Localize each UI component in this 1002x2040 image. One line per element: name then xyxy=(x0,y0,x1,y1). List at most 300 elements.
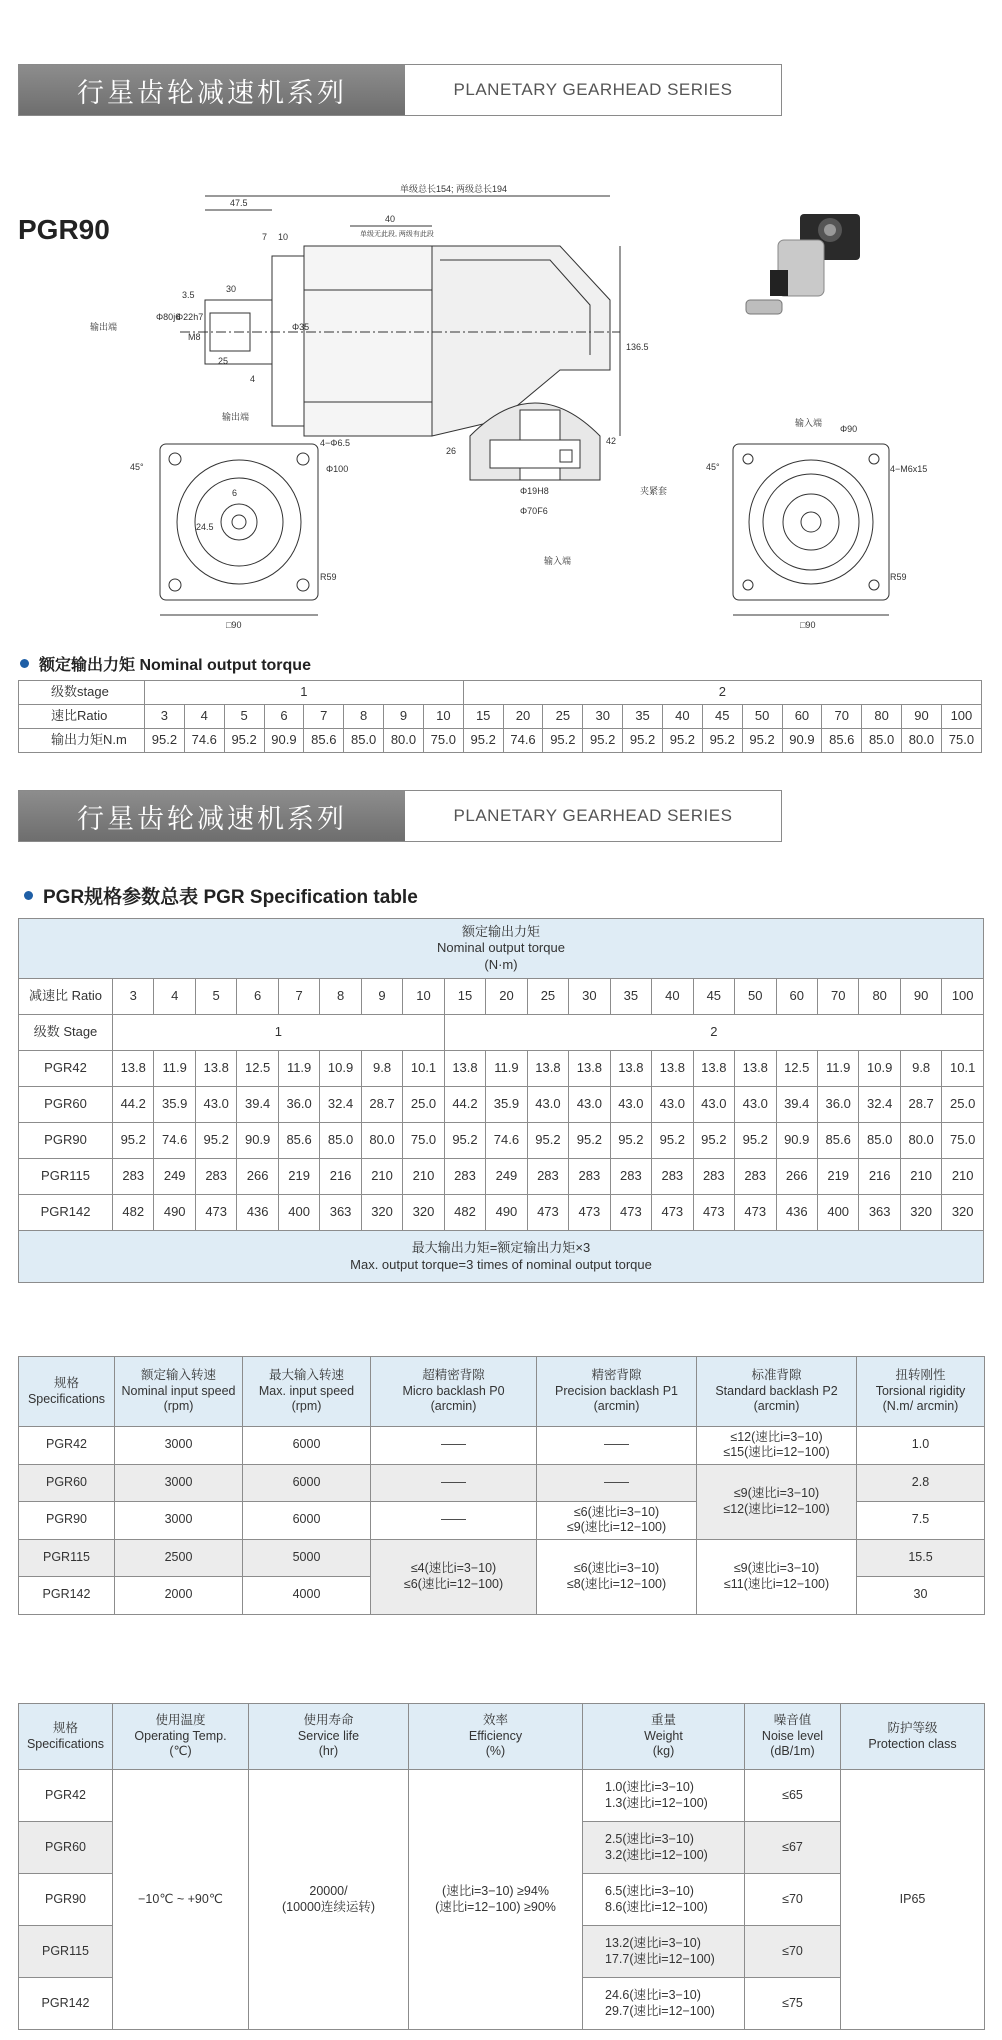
weight-cell xyxy=(583,1770,745,1822)
header-en: Specifications xyxy=(27,1391,106,1406)
header-cn: 规格 xyxy=(53,1375,79,1390)
ratio-cell: 45 xyxy=(702,705,742,729)
value-cell: 210 xyxy=(403,1159,444,1195)
value-cell: 43.0 xyxy=(735,1087,776,1123)
header-en: Standard backlash P2 xyxy=(715,1383,838,1398)
header-unit: (arcmin) xyxy=(430,1399,477,1414)
dim-phi22: Φ22h7 xyxy=(176,312,204,322)
value-cell: 10.1 xyxy=(942,1051,984,1087)
ratio-cell: 35 xyxy=(610,979,651,1015)
torque-cell: 90.9 xyxy=(782,729,822,753)
header-en: Torsional rigidity xyxy=(875,1383,966,1398)
value-cell: 283 xyxy=(735,1159,776,1195)
p2-line: ≤12(速比i=3−10) xyxy=(730,1429,823,1444)
value-cell: 95.2 xyxy=(693,1123,734,1159)
ratio-cell: 60 xyxy=(776,979,817,1015)
banner-en: PLANETARY GEARHEAD SERIES xyxy=(405,791,781,841)
torque-cell: 95.2 xyxy=(543,729,583,753)
header-cn: 最大输入转速 xyxy=(268,1368,344,1383)
dim-sq90-left: □90 xyxy=(226,620,242,630)
nominal-speed-cell: 3000 xyxy=(115,1464,243,1502)
header-en: Protection class xyxy=(868,1736,957,1751)
ratio-cell: 7 xyxy=(304,705,344,729)
header-en: Weight xyxy=(644,1728,683,1743)
speed-backlash-table xyxy=(18,1356,985,1615)
weight-line: 1.0(速比i=3−10) xyxy=(605,1779,694,1794)
header-unit: (dB/1m) xyxy=(770,1744,815,1759)
protection-cell: IP65 xyxy=(841,1770,985,2030)
value-cell: 266 xyxy=(237,1159,278,1195)
value-cell: 85.0 xyxy=(859,1123,900,1159)
table-row xyxy=(19,1357,985,1427)
value-cell: 35.9 xyxy=(154,1087,195,1123)
ratio-cell: 30 xyxy=(569,979,610,1015)
ratio-cell: 3 xyxy=(113,979,154,1015)
value-cell: 95.2 xyxy=(195,1123,236,1159)
ratio-cell: 20 xyxy=(503,705,543,729)
value-cell: 13.8 xyxy=(195,1051,236,1087)
header-en: Service life xyxy=(297,1728,360,1743)
value-cell: 9.8 xyxy=(900,1051,941,1087)
value-cell: 219 xyxy=(278,1159,319,1195)
value-cell: 216 xyxy=(320,1159,361,1195)
torque-cell: 95.2 xyxy=(623,729,663,753)
weight-line: 3.2(速比i=12−100) xyxy=(605,1847,708,1862)
header-en: Specifications xyxy=(26,1736,105,1751)
eff-line: (速比i=12−100) ≥90% xyxy=(435,1899,556,1914)
model-cell: PGR60 xyxy=(19,1464,115,1502)
value-cell: 490 xyxy=(486,1195,527,1231)
spec-title-text: PGR规格参数总表 PGR Specification table xyxy=(43,887,418,908)
model-cell: PGR42 xyxy=(19,1770,113,1822)
header-cell xyxy=(537,1357,697,1427)
value-cell: 75.0 xyxy=(942,1123,984,1159)
bullet-icon xyxy=(24,891,33,900)
value-cell: 400 xyxy=(817,1195,858,1231)
dim-30: 30 xyxy=(226,284,237,294)
value-cell: 95.2 xyxy=(444,1123,485,1159)
table-row xyxy=(19,1123,984,1159)
ratio-cell: 4 xyxy=(184,705,224,729)
life-cell xyxy=(249,1770,409,2030)
rigidity-cell: 1.0 xyxy=(857,1427,985,1465)
value-cell: 13.8 xyxy=(444,1051,485,1087)
spec-table xyxy=(18,918,984,1283)
noise-cell: ≤65 xyxy=(745,1770,841,1822)
banner-en: PLANETARY GEARHEAD SERIES xyxy=(405,65,781,115)
p2-line: ≤15(速比i=12−100) xyxy=(723,1445,830,1460)
header-en: Max. input speed xyxy=(258,1383,355,1398)
header-cell xyxy=(249,1704,409,1770)
noise-cell: ≤70 xyxy=(745,1874,841,1926)
header-en: Precision backlash P1 xyxy=(555,1383,678,1398)
torque-cell: 95.2 xyxy=(224,729,264,753)
ratio-cell: 5 xyxy=(195,979,236,1015)
ratio-cell: 7 xyxy=(278,979,319,1015)
rigidity-cell: 7.5 xyxy=(857,1502,985,1540)
ratio-cell: 70 xyxy=(817,979,858,1015)
nominal-speed-cell: 3000 xyxy=(115,1427,243,1465)
header-cn: 防护等级 xyxy=(887,1720,938,1735)
torque-cell: 75.0 xyxy=(423,729,463,753)
ratio-cell: 45 xyxy=(693,979,734,1015)
value-cell: 436 xyxy=(237,1195,278,1231)
p2-line: ≤12(速比i=12−100) xyxy=(723,1501,830,1516)
header-cell xyxy=(857,1357,985,1427)
p1-cell: —— xyxy=(537,1427,697,1465)
stage-label: 级数stage xyxy=(19,681,145,705)
value-cell: 10.9 xyxy=(320,1051,361,1087)
torque-cell: 90.9 xyxy=(264,729,304,753)
dim-47: 47.5 xyxy=(230,198,248,208)
torque-cell: 95.2 xyxy=(662,729,702,753)
header-en: Efficiency xyxy=(468,1728,523,1743)
p2-cell xyxy=(697,1427,857,1465)
value-cell: 25.0 xyxy=(942,1087,984,1123)
value-cell: 12.5 xyxy=(237,1051,278,1087)
value-cell: 13.8 xyxy=(652,1051,693,1087)
ratio-cell: 90 xyxy=(900,979,941,1015)
weight-cell xyxy=(583,1926,745,1978)
value-cell: 74.6 xyxy=(154,1123,195,1159)
header-cell xyxy=(243,1357,371,1427)
value-cell: 436 xyxy=(776,1195,817,1231)
header-unit: (kg) xyxy=(652,1744,675,1759)
p1-line: ≤8(速比i=12−100) xyxy=(566,1576,667,1591)
value-cell: 75.0 xyxy=(403,1123,444,1159)
value-cell: 266 xyxy=(776,1159,817,1195)
value-cell: 25.0 xyxy=(403,1087,444,1123)
value-cell: 13.8 xyxy=(113,1051,154,1087)
header-unit: (arcmin) xyxy=(753,1399,800,1414)
ratio-cell: 3 xyxy=(145,705,185,729)
dim-total: 单级总长154; 两级总长194 xyxy=(400,184,508,194)
table-row xyxy=(19,729,982,753)
torque-cell: 95.2 xyxy=(583,729,623,753)
value-cell: 39.4 xyxy=(776,1087,817,1123)
header-unit: (arcmin) xyxy=(593,1399,640,1414)
value-cell: 85.6 xyxy=(278,1123,319,1159)
value-cell: 473 xyxy=(569,1195,610,1231)
header-cell xyxy=(115,1357,243,1427)
table-row xyxy=(19,919,984,979)
value-cell: 90.9 xyxy=(776,1123,817,1159)
header-cn: 额定输入转速 xyxy=(140,1368,216,1383)
model-cell: PGR115 xyxy=(19,1159,113,1195)
ratio-cell: 90 xyxy=(902,705,942,729)
torque-cell: 85.6 xyxy=(304,729,344,753)
header-unit: (rpm) xyxy=(291,1399,322,1414)
header-unit: (℃) xyxy=(169,1744,192,1759)
label-clamp: 夹紧套 xyxy=(640,486,668,496)
value-cell: 283 xyxy=(693,1159,734,1195)
ratio-cell: 10 xyxy=(403,979,444,1015)
model-name: PGR90 xyxy=(18,214,110,245)
value-cell: 11.9 xyxy=(154,1051,195,1087)
dim-6: 6 xyxy=(232,488,238,498)
torque-title-text: 额定输出力矩 Nominal output torque xyxy=(39,657,311,674)
spec-footer xyxy=(19,1231,984,1283)
value-cell: 43.0 xyxy=(652,1087,693,1123)
dim-7: 7 xyxy=(262,232,268,242)
header-cell xyxy=(113,1704,249,1770)
dim-r59-right: R59 xyxy=(890,572,907,582)
dim-26: 26 xyxy=(446,446,457,456)
ratio-cell: 9 xyxy=(361,979,402,1015)
value-cell: 28.7 xyxy=(900,1087,941,1123)
noise-cell: ≤70 xyxy=(745,1926,841,1978)
max-speed-cell: 4000 xyxy=(243,1577,371,1615)
header-cn: 标准背隙 xyxy=(751,1368,802,1383)
life-line: 20000/ xyxy=(309,1883,348,1898)
ratio-label: 速比Ratio xyxy=(19,705,145,729)
torque-cell: 80.0 xyxy=(384,729,424,753)
p0-cell: —— xyxy=(371,1464,537,1502)
model-cell: PGR142 xyxy=(19,1978,113,2030)
dim-phi35: Φ35 xyxy=(292,322,310,332)
torque-section-title xyxy=(20,652,311,675)
dim-angle-right: 45° xyxy=(706,462,720,472)
dim-40: 40 xyxy=(385,214,396,224)
model-cell: PGR142 xyxy=(19,1577,115,1615)
torque-cell: 85.0 xyxy=(862,729,902,753)
ratio-cell: 40 xyxy=(652,979,693,1015)
p1-cell xyxy=(537,1539,697,1614)
label-input-front: 输入端 xyxy=(795,418,823,428)
value-cell: 80.0 xyxy=(900,1123,941,1159)
value-cell: 11.9 xyxy=(486,1051,527,1087)
value-cell: 320 xyxy=(403,1195,444,1231)
header-en: Nominal input speed xyxy=(121,1383,236,1398)
value-cell: 90.9 xyxy=(237,1123,278,1159)
table-row xyxy=(19,1704,985,1770)
header-cell xyxy=(841,1704,985,1770)
dim-4: 4 xyxy=(250,374,256,384)
header-cn: 效率 xyxy=(482,1713,508,1728)
header-cell xyxy=(697,1357,857,1427)
table-row xyxy=(19,1464,985,1502)
rigidity-cell: 15.5 xyxy=(857,1539,985,1577)
value-cell: 473 xyxy=(527,1195,568,1231)
ratio-cell: 10 xyxy=(423,705,463,729)
value-cell: 482 xyxy=(444,1195,485,1231)
weight-line: 29.7(速比i=12−100) xyxy=(605,2003,715,2018)
ratio-cell: 20 xyxy=(486,979,527,1015)
stage-cell: 2 xyxy=(463,681,981,705)
ratio-cell: 5 xyxy=(224,705,264,729)
value-cell: 28.7 xyxy=(361,1087,402,1123)
life-line: (10000连续运转) xyxy=(281,1899,376,1914)
dim-note: 单级无此段, 两级有此段 xyxy=(360,231,434,238)
model-cell: PGR42 xyxy=(19,1051,113,1087)
value-cell: 320 xyxy=(361,1195,402,1231)
dim-42: 42 xyxy=(606,436,617,446)
value-cell: 13.8 xyxy=(735,1051,776,1087)
weight-line: 6.5(速比i=3−10) xyxy=(605,1883,694,1898)
value-cell: 36.0 xyxy=(278,1087,319,1123)
spec-header-en: Nominal output torque xyxy=(437,940,565,956)
value-cell: 39.4 xyxy=(237,1087,278,1123)
value-cell: 95.2 xyxy=(527,1123,568,1159)
dim-phi19: Φ19H8 xyxy=(520,486,549,496)
ratio-cell: 70 xyxy=(822,705,862,729)
value-cell: 219 xyxy=(817,1159,858,1195)
weight-line: 17.7(速比i=12−100) xyxy=(605,1951,715,1966)
ratio-cell: 35 xyxy=(623,705,663,729)
table-row xyxy=(19,681,982,705)
torque-cell: 95.2 xyxy=(742,729,782,753)
value-cell: 36.0 xyxy=(817,1087,858,1123)
value-cell: 32.4 xyxy=(859,1087,900,1123)
header-cn: 重量 xyxy=(650,1713,676,1728)
value-cell: 44.2 xyxy=(444,1087,485,1123)
p2-line: ≤11(速比i=12−100) xyxy=(723,1576,830,1591)
header-cn: 噪音值 xyxy=(773,1713,812,1728)
table-row xyxy=(19,1159,984,1195)
spec-header-cn: 额定输出力矩 xyxy=(461,924,540,940)
value-cell: 10.1 xyxy=(403,1051,444,1087)
value-cell: 216 xyxy=(859,1159,900,1195)
p2-cell xyxy=(697,1464,857,1539)
value-cell: 13.8 xyxy=(527,1051,568,1087)
header-unit: (rpm) xyxy=(163,1399,194,1414)
value-cell: 13.8 xyxy=(693,1051,734,1087)
value-cell: 95.2 xyxy=(652,1123,693,1159)
max-speed-cell: 6000 xyxy=(243,1464,371,1502)
torque-cell: 85.0 xyxy=(344,729,384,753)
ratio-cell: 100 xyxy=(941,705,981,729)
ratio-cell: 15 xyxy=(444,979,485,1015)
temp-cell: −10℃ ~ +90℃ xyxy=(113,1770,249,2030)
weight-cell xyxy=(583,1874,745,1926)
dim-136: 136.5 xyxy=(626,342,649,352)
rigidity-cell: 30 xyxy=(857,1577,985,1615)
spec-section-title xyxy=(24,882,418,909)
p2-cell xyxy=(697,1539,857,1614)
dim-25: 25 xyxy=(218,356,229,366)
value-cell: 85.6 xyxy=(817,1123,858,1159)
value-cell: 363 xyxy=(859,1195,900,1231)
value-cell: 32.4 xyxy=(320,1087,361,1123)
p0-line: ≤4(速比i=3−10) xyxy=(410,1560,497,1575)
dim-sq90-right: □90 xyxy=(800,620,816,630)
ratio-cell: 15 xyxy=(463,705,503,729)
spec-header xyxy=(19,919,984,979)
header-cn: 扭转刚性 xyxy=(895,1368,946,1383)
dim-holes: 4−Φ6.5 xyxy=(320,438,350,448)
dim-phi100: Φ100 xyxy=(326,464,349,474)
value-cell: 473 xyxy=(735,1195,776,1231)
value-cell: 283 xyxy=(195,1159,236,1195)
weight-cell xyxy=(583,1822,745,1874)
p1-line: ≤9(速比i=12−100) xyxy=(566,1520,667,1535)
model-cell: PGR90 xyxy=(19,1502,115,1540)
ratio-cell: 8 xyxy=(320,979,361,1015)
value-cell: 473 xyxy=(693,1195,734,1231)
value-cell: 249 xyxy=(154,1159,195,1195)
value-cell: 13.8 xyxy=(569,1051,610,1087)
value-cell: 283 xyxy=(444,1159,485,1195)
p0-cell: —— xyxy=(371,1427,537,1465)
header-cell xyxy=(19,1704,113,1770)
max-speed-cell: 6000 xyxy=(243,1502,371,1540)
ratio-cell: 80 xyxy=(859,979,900,1015)
torque-cell: 85.6 xyxy=(822,729,862,753)
table-row xyxy=(19,1770,985,1822)
ratio-cell: 80 xyxy=(862,705,902,729)
series-banner xyxy=(18,64,782,116)
value-cell: 9.8 xyxy=(361,1051,402,1087)
value-cell: 95.2 xyxy=(735,1123,776,1159)
value-cell: 283 xyxy=(569,1159,610,1195)
p0-cell: —— xyxy=(371,1502,537,1540)
value-cell: 320 xyxy=(900,1195,941,1231)
noise-cell: ≤67 xyxy=(745,1822,841,1874)
bullet-icon xyxy=(20,659,29,668)
dim-angle-left: 45° xyxy=(130,462,144,472)
model-cell: PGR115 xyxy=(19,1926,113,1978)
series-banner-2 xyxy=(18,790,782,842)
header-cn: 规格 xyxy=(52,1720,78,1735)
ratio-label: 减速比 Ratio xyxy=(19,979,113,1015)
header-cn: 使用温度 xyxy=(155,1713,206,1728)
table-row xyxy=(19,1051,984,1087)
header-cell xyxy=(583,1704,745,1770)
value-cell: 43.0 xyxy=(569,1087,610,1123)
torque-label: 输出力矩N.m xyxy=(19,729,145,753)
value-cell: 283 xyxy=(610,1159,651,1195)
header-cell xyxy=(19,1357,115,1427)
value-cell: 43.0 xyxy=(527,1087,568,1123)
ratio-cell: 6 xyxy=(264,705,304,729)
torque-cell: 74.6 xyxy=(184,729,224,753)
weight-line: 24.6(速比i=3−10) xyxy=(605,1987,701,2002)
header-en: Operating Temp. xyxy=(134,1728,227,1743)
ratio-cell: 9 xyxy=(384,705,424,729)
value-cell: 44.2 xyxy=(113,1087,154,1123)
dim-m6: 4−M6x15 xyxy=(890,464,928,474)
banner-cn: 行星齿轮减速机系列 xyxy=(19,65,405,115)
nominal-speed-cell: 2000 xyxy=(115,1577,243,1615)
rigidity-cell: 2.8 xyxy=(857,1464,985,1502)
header-cn: 使用寿命 xyxy=(303,1713,354,1728)
model-cell: PGR60 xyxy=(19,1822,113,1874)
ratio-cell: 6 xyxy=(237,979,278,1015)
torque-cell: 95.2 xyxy=(702,729,742,753)
spec-footer-en: Max. output torque=3 times of nominal output torque xyxy=(350,1256,652,1272)
stage-cell: 1 xyxy=(145,681,464,705)
ratio-cell: 8 xyxy=(344,705,384,729)
torque-cell: 80.0 xyxy=(902,729,942,753)
p0-line: ≤6(速比i=12−100) xyxy=(403,1576,504,1591)
dim-10: 10 xyxy=(278,232,289,242)
nominal-speed-cell: 3000 xyxy=(115,1502,243,1540)
value-cell: 363 xyxy=(320,1195,361,1231)
value-cell: 473 xyxy=(652,1195,693,1231)
nominal-speed-cell: 2500 xyxy=(115,1539,243,1577)
ratio-cell: 50 xyxy=(735,979,776,1015)
table-row xyxy=(19,1539,985,1577)
weight-line: 2.5(速比i=3−10) xyxy=(605,1831,694,1846)
ratio-cell: 50 xyxy=(742,705,782,729)
table-row xyxy=(19,1087,984,1123)
value-cell: 11.9 xyxy=(817,1051,858,1087)
value-cell: 80.0 xyxy=(361,1123,402,1159)
value-cell: 473 xyxy=(610,1195,651,1231)
gearhead-photo xyxy=(746,214,860,314)
value-cell: 400 xyxy=(278,1195,319,1231)
dim-phi70: Φ70F6 xyxy=(520,506,548,516)
